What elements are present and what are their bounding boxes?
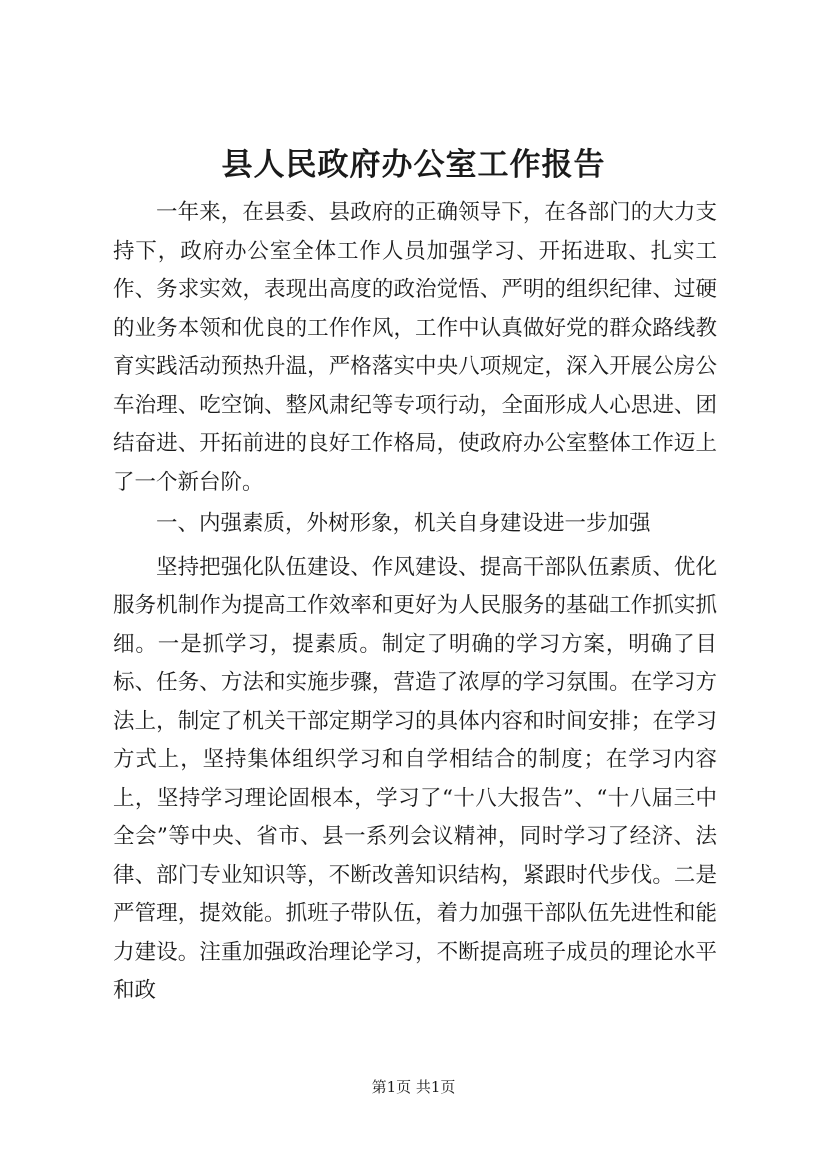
section-paragraph: 坚持把强化队伍建设、作风建设、提高干部队伍素质、优化服务机制作为提高工作效率和更好为人民服务的基础工作抓实抓细。一是抓学习，提素质。制定了明确的学习方案，明确了目标、任务、方法和实施步骤，营造了浓厚的学习氛围。在学习方法上，制定了机关干部定期学习的具体内容和时间安排；在学习方式上，坚持集体组织学习和自学相结合的制度；在学习内容上，坚持学习理论固根本，学习了“十八大报告”、“十八届三中全会”等中央、省市、县一系列会议精神，同时学习了经济、法律、部门专业知识等，不断改善知识结构，紧跟时代步伐。二是严管理，提效能。抓班子带队伍，着力加强干部队伍先进性和能力建设。注重加强政治理论学习，不断提高班子成员的理论水平和政	[113, 554, 717, 1003]
document-body	[113, 194, 717, 1011]
intro-paragraph: 一年来，在县委、县政府的正确领导下，在各部门的大力支持下，政府办公室全体工作人员加强学习、开拓进取、扎实工作、务求实效，表现出高度的政治觉悟、严明的组织纪律、过硬的业务本领和优良的工作作风，工作中认真做好党的群众路线教育实践活动预热升温，严格落实中央八项规定，深入开展公房公车治理、吃空饷、整风肃纪等专项行动，全面形成人心思进、团结奋进、开拓前进的良好工作格局，使政府办公室整体工作迈上了一个新台阶。	[113, 200, 717, 495]
page-footer: 第1页 共1页	[371, 1078, 456, 1096]
document-title: 县人民政府办公室工作报告	[221, 147, 606, 183]
section-heading: 一、内强素质，外树形象，机关自身建设进一步加强	[156, 511, 651, 536]
